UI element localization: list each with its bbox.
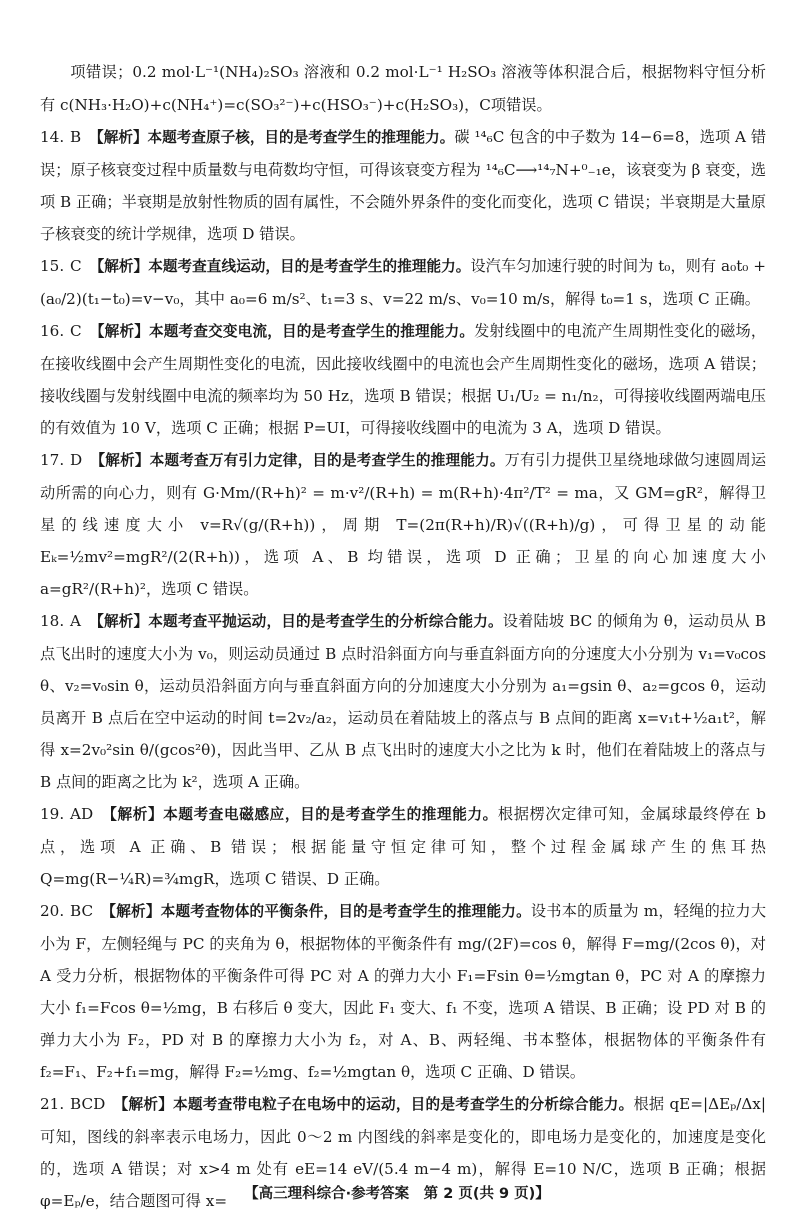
answer-content <box>40 56 766 1217</box>
paragraph-13-continued: 项错误；0.2 mol·L⁻¹(NH₄)₂SO₃ 溶液和 0.2 mol·L⁻¹ H₂SO₃ 溶液等体积混合后，根据物料守恒分析有 c(NH₃·H₂O)+c(NH₄⁺)=c(SO₃²⁻)+c(HSO₃⁻)+c(H₂SO₃)，C项错误。 <box>40 63 766 114</box>
paragraph-17: 17. D 【解析】本题考查万有引力定律，目的是考查学生的推理能力。万有引力提供卫星绕地球做匀速圆周运动所需的向心力，则有 G·Mm/(R+h)² = m·v²/(R+h) = m(R+h)·4π²/T² = ma，又 GM=gR²，解得卫星的线速度大小 v=R√(g/(R+h))，周期 T=(2π(R+h)/R)√((R+h)/g)，可得卫星的动能 Eₖ=½mv²=mgR²/(2(R+h))，选项 A、B 均错误，选项 D 正确；卫星的向心加速度大小 a=gR²/(R+h)²，选项 C 错误。 <box>40 451 767 598</box>
paragraph-18: 18. A 【解析】本题考查平抛运动，目的是考查学生的分析综合能力。设着陆坡 BC 的倾角为 θ，运动员从 B 点飞出时的速度大小为 v₀，则运动员通过 B 点时沿斜面方向与垂直斜面方向的分速度大小分别为 v₁=v₀cos θ、v₂=v₀sin θ，运动员沿斜面方向与垂直斜面方向的分加速度大小分别为 a₁=gsin θ、a₂=gcos θ，运动员离开 B 点后在空中运动的时间 t=2v₂/a₂，运动员在着陆坡上的落点与 B 点间的距离 x=v₁t+½a₁t²，解得 x=2v₀²sin θ/(gcos²θ)，因此当甲、乙从 B 点飞出时的速度大小之比为 k 时，他们在着陆坡上的落点与 B 点间的距离之比为 k²，选项 A 正确。 <box>40 612 767 791</box>
paragraph-16: 16. C 【解析】本题考查交变电流，目的是考查学生的推理能力。发射线圈中的电流产生周期性变化的磁场，在接收线圈中会产生周期性变化的电流，因此接收线圈中的电流也会产生周期性变化的磁场，选项 A 错误；接收线圈与发射线圈中电流的频率均为 50 Hz，选项 B 错误；根据 U₁/U₂ = n₁/n₂，可得接收线圈两端电压的有效值为 10 V，选项 C 正确；根据 P=UI，可得接收线圈中的电流为 3 A，选项 D 错误。 <box>40 322 767 437</box>
paragraph-14: 14. B 【解析】本题考查原子核，目的是考查学生的推理能力。碳 ¹⁴₆C 包含的中子数为 14−6=8，选项 A 错误；原子核衰变过程中质量数与电荷数均守恒，可得该衰变方程为 ¹⁴₆C⟶¹⁴₇N+⁰₋₁e，该衰变为 β 衰变，选项 B 正确；半衰期是放射性物质的固有属性，不会随外界条件的变化而变化，选项 C 错误；半衰期是大量原子核衰变的统计学规律，选项 D 错误。 <box>40 128 767 243</box>
page-footer: 【高三理科综合·参考答案 第 2 页(共 9 页)】 <box>244 1186 550 1202</box>
paragraph-19: 19. AD 【解析】本题考查电磁感应，目的是考查学生的推理能力。根据楞次定律可知，金属球最终停在 b 点，选项 A 正确、B 错误；根据能量守恒定律可知，整个过程金属球产生的焦耳热 Q=mg(R−¼R)=¾mgR，选项 C 错误、D 正确。 <box>40 805 767 888</box>
paragraph-15: 15. C 【解析】本题考查直线运动，目的是考查学生的推理能力。设汽车匀加速行驶的时间为 t₀，则有 a₀t₀ + (a₀/2)(t₁−t₀)=v−v₀，其中 a₀=6 m/s²、t₁=3 s、v=22 m/s、v₀=10 m/s，解得 t₀=1 s，选项 C 正确。 <box>40 257 766 308</box>
paragraph-20: 20. BC 【解析】本题考查物体的平衡条件，目的是考查学生的推理能力。设书本的质量为 m，轻绳的拉力大小为 F，左侧轻绳与 PC 的夹角为 θ，根据物体的平衡条件有 mg/(2F)=cos θ，解得 F=mg/(2cos θ)，对 A 受力分析，根据物体的平衡条件可得 PC 对 A 的弹力大小 F₁=Fsin θ=½mgtan θ，PC 对 A 的摩擦力大小 f₁=Fcos θ=½mg，B 右移后 θ 变大，因此 F₁ 变大、f₁ 不变，选项 A 错误、B 正确；设 PD 对 B 的弹力大小为 F₂，PD 对 B 的摩擦力大小为 f₂，对 A、B、两轻绳、书本整体，根据物体的平衡条件有 f₂=F₁、F₂+f₁=mg，解得 F₂=½mg、f₂=½mgtan θ，选项 C 正确、D 错误。 <box>40 902 767 1081</box>
paragraph-21: 21. BCD 【解析】本题考查带电粒子在电场中的运动，目的是考查学生的分析综合能力。根据 qE=|ΔEₚ/Δx| 可知，图线的斜率表示电场力，因此 0～2 m 内图线的斜率是变化的，即电场力是变化的，加速度是变化的，选项 A 错误；对 x>4 m 处有 eE=14 eV/(5.4 m−4 m)，解得 E=10 N/C，选项 B 正确；根据 φ=Eₚ/e，结合题图可得 x= <box>40 1095 766 1210</box>
